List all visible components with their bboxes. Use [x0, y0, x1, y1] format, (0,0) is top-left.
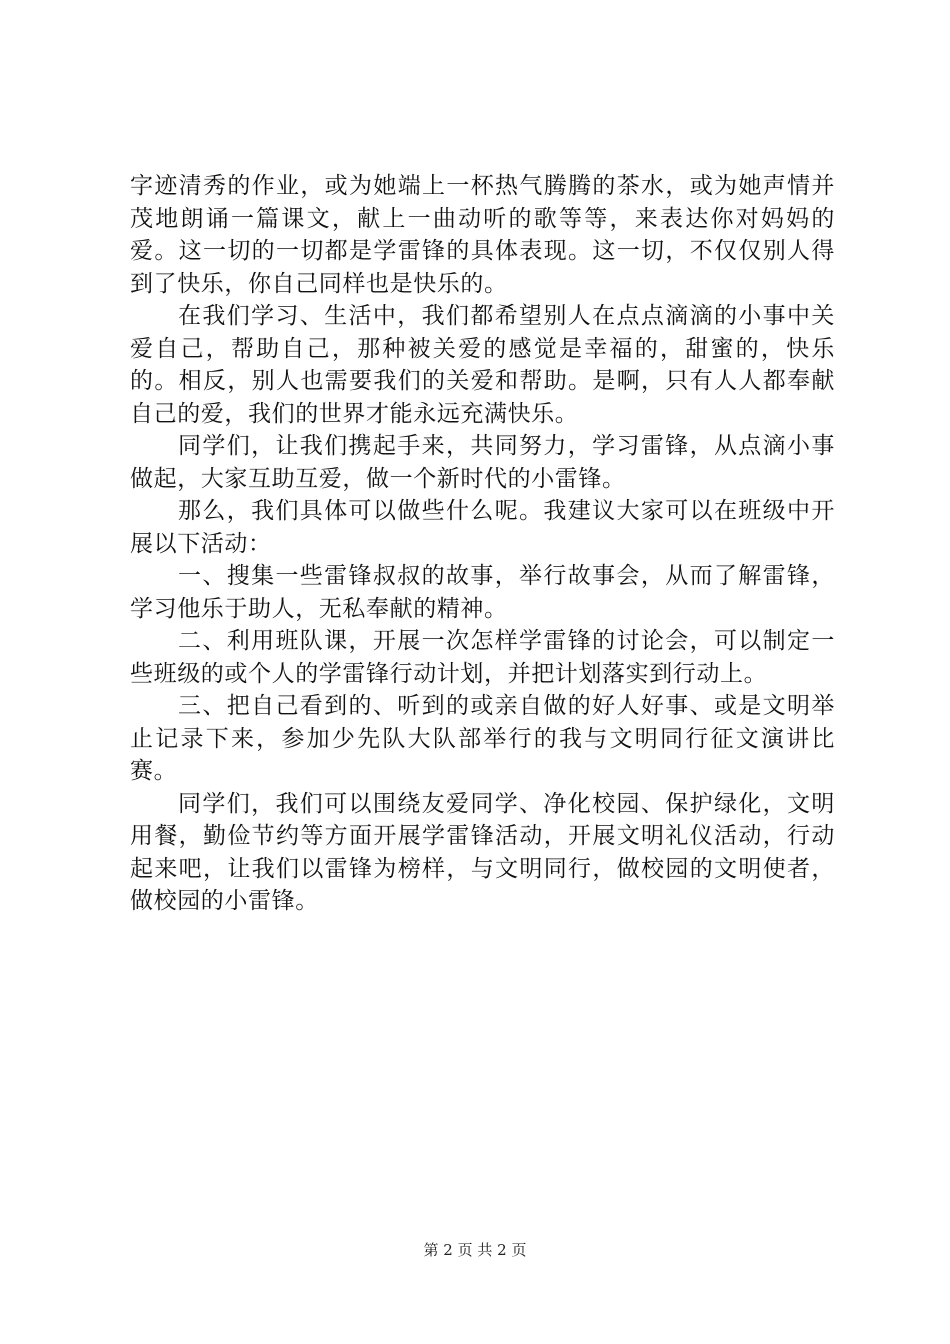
- document-body: [130, 170, 835, 918]
- paragraph: 那么，我们具体可以做些什么呢。我建议大家可以在班级中开展以下活动：: [130, 498, 835, 557]
- paragraph-closing: 同学们，我们可以围绕友爱同学、净化校园、保护绿化，文明用餐，勤俭节约等方面开展学雷锋活动，开展文明礼仪活动，行动起来吧，让我们以雷锋为榜样，与文明同行，做校园的文明使者，做校园的小雷锋。: [130, 790, 835, 914]
- paragraph-list-item-3: 三、把自己看到的、听到的或亲自做的好人好事、或是文明举止记录下来，参加少先队大队部举行的我与文明同行征文演讲比赛。: [130, 693, 835, 784]
- paragraph-continuation: 字迹清秀的作业，或为她端上一杯热气腾腾的茶水，或为她声情并茂地朗诵一篇课文，献上一曲动听的歌等等，来表达你对妈妈的爱。这一切的一切都是学雷锋的具体表现。这一切，不仅仅别人得到了快乐，你自己同样也是快乐的。: [130, 173, 835, 297]
- paragraph: 同学们，让我们携起手来，共同努力，学习雷锋，从点滴小事做起，大家互助互爱，做一个新时代的小雷锋。: [130, 433, 835, 492]
- page-number-footer: 第 2 页 共 2 页: [423, 1241, 527, 1259]
- paragraph-list-item-2: 二、利用班队课，开展一次怎样学雷锋的讨论会，可以制定一些班级的或个人的学雷锋行动计划，并把计划落实到行动上。: [130, 628, 835, 687]
- paragraph-list-item-1: 一、搜集一些雷锋叔叔的故事，举行故事会，从而了解雷锋，学习他乐于助人，无私奉献的精神。: [130, 563, 835, 622]
- paragraph: 在我们学习、生活中，我们都希望别人在点点滴滴的小事中关爱自己，帮助自己，那种被关爱的感觉是幸福的，甜蜜的，快乐的。相反，别人也需要我们的关爱和帮助。是啊，只有人人都奉献自己的爱，我们的世界才能永远充满快乐。: [130, 303, 835, 427]
